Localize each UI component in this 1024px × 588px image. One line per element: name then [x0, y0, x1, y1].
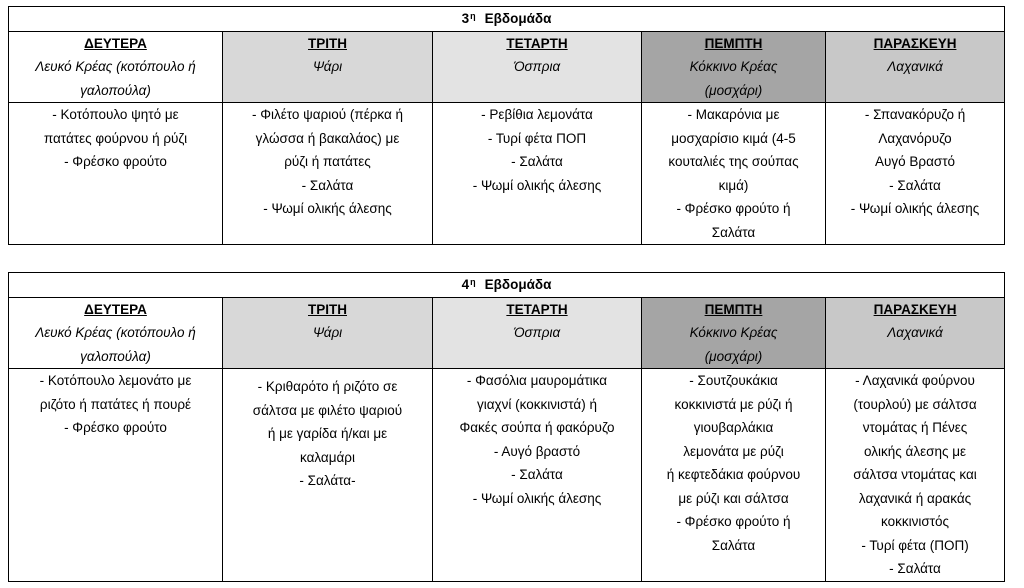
day-category: Λευκό Κρέας (κοτόπουλο ή — [35, 325, 196, 340]
meal-line: - Λαχανικά φούρνου — [855, 373, 975, 388]
week3-meal-tuesday — [223, 103, 433, 245]
meal-line: γιαχνί (κοκκινιστά) ή — [476, 396, 597, 412]
meal-line: - Ψωμί ολικής άλεσης — [263, 201, 392, 216]
day-category: (μοσχάρι) — [704, 348, 763, 364]
meal-line: Σαλάτα — [711, 224, 756, 240]
meal-line: - Σαλάτα — [511, 154, 563, 169]
meal-line: γιουβαρλάκια — [693, 420, 774, 435]
meal-line: ρύζι ή πατάτες — [284, 154, 371, 169]
week3-title-sup: η — [470, 11, 476, 21]
meal-line: ντομάτας ή Πένες — [862, 420, 968, 435]
meal-line: (τουρλού) με σάλτσα — [853, 396, 977, 412]
day-category: Λαχανικά — [887, 59, 943, 74]
day-category: Όσπρια — [513, 325, 561, 340]
meal-line: - Ρεβίθια λεμονάτα — [481, 107, 593, 122]
meal-line: - Σαλάτα — [889, 177, 941, 193]
week3-day-header-thursday — [642, 31, 826, 103]
day-name: ΠΕΜΠΤΗ — [704, 301, 763, 317]
meal-line: ολικής άλεσης με — [864, 443, 967, 459]
day-name: ΠΑΡΑΣΚΕΥΗ — [873, 301, 957, 317]
meal-line: κουταλιές της σούπας — [668, 154, 799, 169]
day-category: (μοσχάρι) — [704, 82, 763, 98]
meal-line: - Σαλάτα — [889, 561, 941, 576]
day-category: Κόκκινο Κρέας — [689, 59, 778, 74]
day-name: ΠΕΜΠΤΗ — [704, 35, 763, 51]
meal-line: Φακές σούπα ή φακόρυζο — [459, 420, 615, 435]
meal-line: - Φρέσκο φρούτο — [64, 154, 167, 169]
meal-line: - Σαλάτα — [301, 177, 354, 193]
week4-day-header-wednesday — [433, 297, 642, 369]
day-category: Λαχανικά — [887, 325, 943, 340]
week4-day-header-tuesday — [223, 297, 433, 369]
week4-day-header-monday — [9, 297, 223, 369]
meal-line: πατάτες φούρνου ή ρύζι — [43, 130, 188, 146]
week3-meal-thursday — [642, 103, 826, 245]
week3-day-header-wednesday — [433, 31, 642, 103]
week3-day-header-monday — [9, 31, 223, 103]
week4-meal-wednesday — [433, 369, 642, 582]
week4-title-sup: η — [470, 277, 476, 287]
meal-line: σάλτσα με φιλέτο ψαριού — [252, 402, 403, 418]
week4-title-word: Εβδομάδα — [484, 277, 552, 292]
day-category: Ψάρι — [312, 325, 343, 340]
day-name: ΠΑΡΑΣΚΕΥΗ — [873, 35, 957, 51]
week4-meal-friday — [826, 369, 1005, 582]
meal-line: - Κοτόπουλο λεμονάτο με — [39, 373, 192, 388]
meal-line: ή με γαρίδα ή/και με — [267, 426, 388, 441]
week3-day-header-tuesday — [223, 31, 433, 103]
meal-line: λεμονάτα με ρύζι — [683, 443, 784, 459]
meal-line: - Ψωμί ολικής άλεσης — [472, 490, 602, 506]
meal-line: - Τυρί φέτα ΠΟΠ — [487, 130, 587, 146]
meal-line: ριζότο ή πατάτες ή πουρέ — [39, 396, 192, 412]
day-category: γαλοπούλα) — [80, 82, 151, 98]
meal-line: - Σαλάτα — [511, 467, 563, 482]
meal-line: γλώσσα ή βακαλάος) με — [255, 130, 400, 146]
meal-line: κοκκινιστός — [881, 514, 950, 529]
meal-line: κοκκινιστά με ρύζι ή — [674, 396, 793, 412]
week4-day-header-friday — [826, 297, 1005, 369]
meal-line: ή κεφτεδάκια φούρνου — [666, 467, 801, 482]
day-name: ΤΕΤΑΡΤΗ — [506, 301, 568, 317]
meal-line: καλαμάρι — [299, 449, 355, 465]
meal-line: - Σαλάτα- — [299, 473, 356, 488]
week3-meal-wednesday — [433, 103, 642, 245]
day-category: Ψάρι — [312, 59, 343, 74]
week4-meal-thursday — [642, 369, 826, 582]
week4-meal-monday — [9, 369, 223, 582]
meal-line: - Σουτζουκάκια — [689, 373, 778, 388]
week3-title-word: Εβδομάδα — [484, 11, 552, 26]
meal-line: - Φρέσκο φρούτο ή — [676, 201, 791, 216]
meal-line: με ρύζι και σάλτσα — [678, 490, 789, 506]
day-category: Όσπρια — [513, 59, 561, 74]
day-category: Λευκό Κρέας (κοτόπουλο ή — [35, 59, 196, 74]
day-category: Κόκκινο Κρέας — [689, 325, 778, 340]
week3-meal-friday — [826, 103, 1005, 245]
meal-line: Σαλάτα — [711, 537, 756, 553]
meal-line: - Φρέσκο φρούτο — [64, 420, 167, 435]
week3-day-header-friday — [826, 31, 1005, 103]
meal-line: - Αυγό βραστό — [493, 443, 581, 459]
meal-line: - Μακαρόνια με — [687, 107, 780, 122]
week3-title — [9, 7, 1005, 32]
meal-line: λαχανικά ή αρακάς — [858, 490, 972, 506]
day-name: ΤΕΤΑΡΤΗ — [506, 35, 568, 51]
week3-title-num: 3 — [461, 11, 470, 26]
week3-table — [8, 6, 1005, 245]
meal-line: - Ψωμί ολικής άλεσης — [850, 201, 980, 216]
day-name: ΤΡΙΤΗ — [308, 35, 347, 51]
day-category: γαλοπούλα) — [80, 348, 151, 364]
week3-meal-monday — [9, 103, 223, 245]
day-name: ΔΕΥΤΕΡΑ — [84, 301, 147, 317]
week4-table — [8, 272, 1005, 582]
meal-line: - Φιλέτο ψαριού (πέρκα ή — [251, 107, 404, 122]
week4-day-header-thursday — [642, 297, 826, 369]
meal-line: - Φρέσκο φρούτο ή — [676, 514, 791, 529]
week4-title — [9, 273, 1005, 298]
meal-line: Αυγό Βραστό — [875, 154, 956, 169]
meal-line: - Σπανακόρυζο ή — [864, 107, 966, 122]
meal-line: - Φασόλια μαυρομάτικα — [466, 373, 608, 388]
week4-title-num: 4 — [461, 277, 470, 292]
meal-line: - Κοτόπουλο ψητό με — [52, 107, 179, 122]
meal-line: Λαχανόρυζο — [878, 130, 952, 146]
meal-line: κιμά) — [718, 177, 749, 193]
meal-line: - Τυρί φέτα (ΠΟΠ) — [861, 537, 969, 553]
day-name: ΤΡΙΤΗ — [308, 301, 347, 317]
meal-line: μοσχαρίσιο κιμά (4-5 — [671, 130, 796, 146]
day-name: ΔΕΥΤΕΡΑ — [84, 35, 147, 51]
week4-meal-tuesday — [223, 369, 433, 582]
meal-line: - Κριθαρότο ή ριζότο σε — [257, 379, 398, 394]
meal-line: σάλτσα ντομάτας και — [853, 467, 977, 482]
meal-line: - Ψωμί ολικής άλεσης — [472, 177, 602, 193]
